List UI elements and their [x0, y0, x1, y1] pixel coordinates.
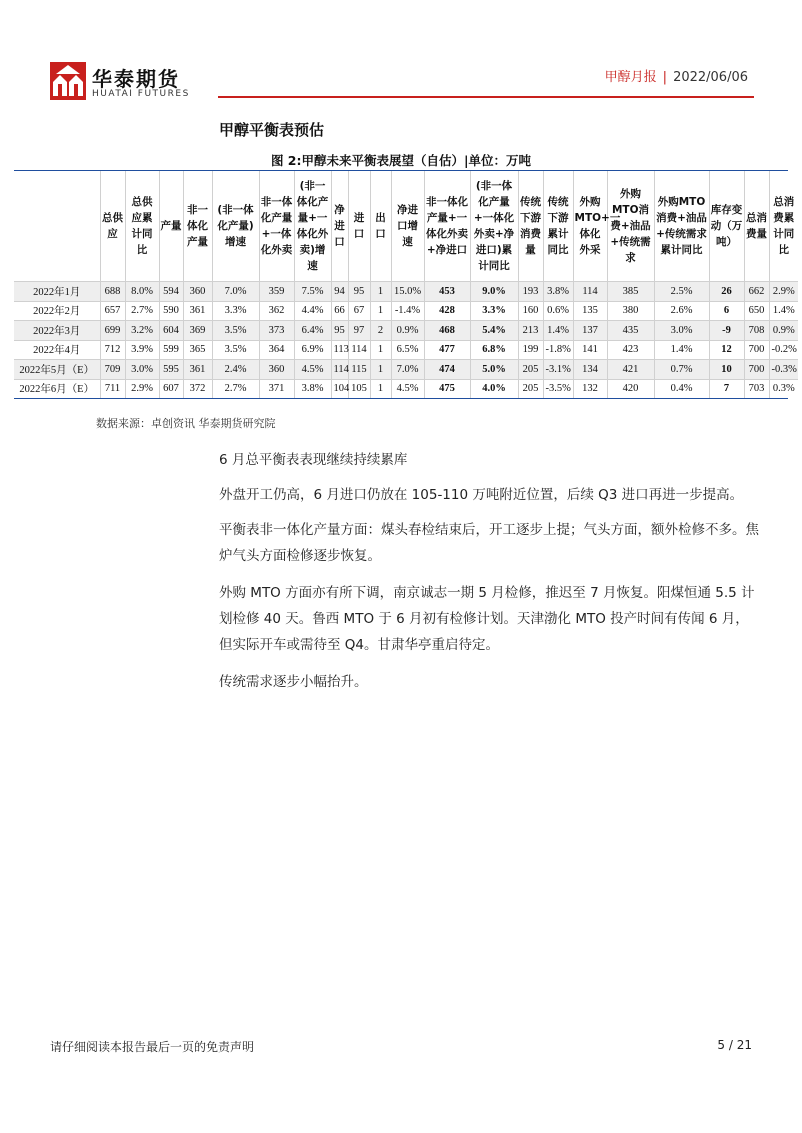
- column-header: 外购MTO+一体化外采: [573, 171, 607, 282]
- column-header: 非一体化产量+一体化外卖: [259, 171, 294, 282]
- table-cell: 0.6%: [543, 301, 573, 321]
- brand-name-en: HUATAI FUTURES: [92, 89, 190, 99]
- table-cell: 115: [348, 360, 370, 380]
- table-row: [14, 360, 798, 380]
- table-cell: 1: [370, 282, 391, 302]
- column-header: 出口: [370, 171, 391, 282]
- table-cell: 2: [370, 321, 391, 341]
- table-cell: 7.0%: [391, 360, 424, 380]
- table-cell: 0.9%: [769, 321, 798, 341]
- header-divider: [218, 96, 754, 98]
- paragraph-5: 传统需求逐步小幅抬升。: [219, 674, 368, 690]
- table-cell: 97: [348, 321, 370, 341]
- table-cell: 380: [607, 301, 654, 321]
- table-cell: 604: [159, 321, 183, 341]
- row-label: 2022年1月: [33, 286, 81, 298]
- table-cell: 2.7%: [212, 379, 259, 398]
- table-cell: 371: [259, 379, 294, 398]
- table-cell: 4.0%: [470, 379, 518, 398]
- table-cell: 6: [709, 301, 744, 321]
- table-cell: 3.8%: [294, 379, 331, 398]
- table-cell: 0.7%: [654, 360, 709, 380]
- table-cell: 700: [744, 340, 769, 360]
- table-cell: 205: [518, 360, 543, 380]
- column-header: (非一体化产量+一体化外卖+净进口)累计同比: [470, 171, 518, 282]
- column-header: 总供应累计同比: [125, 171, 159, 282]
- table-cell: 699: [100, 321, 125, 341]
- table-cell: 3.9%: [125, 340, 159, 360]
- table-cell: 2.7%: [125, 301, 159, 321]
- table-cell: 1: [370, 340, 391, 360]
- table-cell: 205: [518, 379, 543, 398]
- table-cell: 468: [424, 321, 470, 341]
- table-cell: 66: [331, 301, 348, 321]
- table-cell: 94: [331, 282, 348, 302]
- column-header: 非一体化产量: [183, 171, 212, 282]
- column-header: 产量: [159, 171, 183, 282]
- table-cell: 703: [744, 379, 769, 398]
- column-header: 传统下游累计同比: [543, 171, 573, 282]
- table-cell: 662: [744, 282, 769, 302]
- table-cell: 709: [100, 360, 125, 380]
- balance-table-container: [14, 170, 797, 399]
- table-cell: 421: [607, 360, 654, 380]
- column-header: 库存变动（万吨）: [709, 171, 744, 282]
- table-cell: 137: [573, 321, 607, 341]
- header-separator: |: [662, 70, 668, 85]
- table-cell: 7: [709, 379, 744, 398]
- table-cell: 1: [370, 301, 391, 321]
- table-cell: 15.0%: [391, 282, 424, 302]
- table-cell: 4.5%: [391, 379, 424, 398]
- table-row: [14, 282, 798, 302]
- table-cell: 0.3%: [769, 379, 798, 398]
- table-cell: 2.6%: [654, 301, 709, 321]
- balance-table: [14, 171, 798, 398]
- table-cell: 1: [370, 360, 391, 380]
- paragraph-3: 平衡表非一体化产量方面：煤头春检结束后，开工逐步上提；气头方面，额外检修不多。焦炉气头方面检修逐步恢复。: [219, 522, 759, 564]
- row-label: 2022年3月: [33, 325, 81, 337]
- table-cell: 6.5%: [391, 340, 424, 360]
- table-cell: 6.4%: [294, 321, 331, 341]
- table-cell: 650: [744, 301, 769, 321]
- table-cell: 199: [518, 340, 543, 360]
- footer-disclaimer: 请仔细阅读本报告最后一页的免责声明: [50, 1040, 255, 1054]
- table-cell: 114: [348, 340, 370, 360]
- table-cell: 4.5%: [294, 360, 331, 380]
- table-cell: 3.0%: [125, 360, 159, 380]
- table-cell: 3.5%: [212, 340, 259, 360]
- table-cell: 708: [744, 321, 769, 341]
- table-cell: 364: [259, 340, 294, 360]
- table-cell: 599: [159, 340, 183, 360]
- table-cell: 360: [259, 360, 294, 380]
- table-cell: 0.9%: [391, 321, 424, 341]
- table-cell: 8.0%: [125, 282, 159, 302]
- table-cell: 423: [607, 340, 654, 360]
- table-cell: 9.0%: [470, 282, 518, 302]
- report-type: 甲醇月报: [604, 70, 657, 85]
- table-cell: 67: [348, 301, 370, 321]
- table-cell: 104: [331, 379, 348, 398]
- table-cell: 3.0%: [654, 321, 709, 341]
- table-cell: 12: [709, 340, 744, 360]
- column-header: 总消费累计同比: [769, 171, 798, 282]
- table-row: [14, 340, 798, 360]
- column-header: (非一体化产量)增速: [212, 171, 259, 282]
- table-cell: 372: [183, 379, 212, 398]
- table-cell: 361: [183, 360, 212, 380]
- column-header: 净进口: [331, 171, 348, 282]
- table-cell: -0.2%: [769, 340, 798, 360]
- table-cell: 141: [573, 340, 607, 360]
- table-cell: 477: [424, 340, 470, 360]
- figure-title: 图 2:甲醇未来平衡表展望（自估）|单位：万吨: [270, 153, 532, 168]
- table-cell: -1.4%: [391, 301, 424, 321]
- brand-name-cn: 华泰期货: [92, 67, 180, 91]
- table-cell: 95: [331, 321, 348, 341]
- table-cell: 4.4%: [294, 301, 331, 321]
- table-row: [14, 301, 798, 321]
- table-cell: 474: [424, 360, 470, 380]
- table-cell: 362: [259, 301, 294, 321]
- data-source: 数据来源：卓创资讯 华泰期货研究院: [96, 417, 276, 430]
- column-header: 进口: [348, 171, 370, 282]
- report-date: 2022/06/06: [673, 70, 748, 85]
- table-cell: 213: [518, 321, 543, 341]
- column-header: 总消费量: [744, 171, 769, 282]
- section-title: 甲醇平衡表预估: [219, 121, 325, 139]
- column-header: (非一体化产量+一体化外卖)增速: [294, 171, 331, 282]
- table-cell: 3.3%: [212, 301, 259, 321]
- table-cell: 3.3%: [470, 301, 518, 321]
- table-row: [14, 379, 798, 398]
- table-cell: 453: [424, 282, 470, 302]
- table-cell: 360: [183, 282, 212, 302]
- table-cell: 385: [607, 282, 654, 302]
- row-label: 2022年5月（E）: [19, 364, 95, 376]
- table-cell: 711: [100, 379, 125, 398]
- table-cell: 6.9%: [294, 340, 331, 360]
- table-cell: 359: [259, 282, 294, 302]
- table-cell: 26: [709, 282, 744, 302]
- table-cell: 369: [183, 321, 212, 341]
- table-cell: 7.5%: [294, 282, 331, 302]
- table-cell: 3.5%: [212, 321, 259, 341]
- row-label: 2022年4月: [33, 345, 81, 357]
- table-header-row: [14, 171, 798, 282]
- table-cell: 365: [183, 340, 212, 360]
- table-cell: -9: [709, 321, 744, 341]
- column-header: 外购MTO消费+油品+传统需求: [607, 171, 654, 282]
- table-cell: -3.5%: [543, 379, 573, 398]
- paragraph-4: 外购 MTO 方面亦有所下调，南京诚志一期 5 月检修，推迟至 7 月恢复。阳煤恒通 5.5 计划检修 40 天。鲁西 MTO 于 6 月初有检修计划。天津渤化 MTO 投产时间有传闻 6 月，但实际开车或需待至 Q4。甘肃华亭重启待定。: [219, 585, 755, 653]
- huatai-logo-icon: [50, 62, 86, 100]
- table-cell: 105: [348, 379, 370, 398]
- table-cell: 6.8%: [470, 340, 518, 360]
- table-cell: 594: [159, 282, 183, 302]
- table-cell: 10: [709, 360, 744, 380]
- table-cell: 2.4%: [212, 360, 259, 380]
- table-cell: 132: [573, 379, 607, 398]
- table-cell: 5.0%: [470, 360, 518, 380]
- report-header-right: [605, 66, 748, 85]
- page-number: 5 / 21: [717, 1038, 752, 1052]
- row-label: 2022年6月（E）: [19, 384, 95, 396]
- table-cell: 435: [607, 321, 654, 341]
- table-cell: 607: [159, 379, 183, 398]
- table-cell: 700: [744, 360, 769, 380]
- table-row: [14, 321, 798, 341]
- table-cell: 420: [607, 379, 654, 398]
- table-cell: 590: [159, 301, 183, 321]
- table-cell: 373: [259, 321, 294, 341]
- table-cell: 595: [159, 360, 183, 380]
- table-cell: 160: [518, 301, 543, 321]
- column-header: [14, 171, 100, 282]
- table-cell: 361: [183, 301, 212, 321]
- table-cell: 428: [424, 301, 470, 321]
- table-cell: 2.5%: [654, 282, 709, 302]
- table-cell: 475: [424, 379, 470, 398]
- table-cell: 1.4%: [654, 340, 709, 360]
- table-cell: -3.1%: [543, 360, 573, 380]
- table-cell: 193: [518, 282, 543, 302]
- column-header: 外购MTO消费+油品+传统需求累计同比: [654, 171, 709, 282]
- table-cell: 113: [331, 340, 348, 360]
- column-header: 非一体化产量+一体化外卖+净进口: [424, 171, 470, 282]
- table-cell: 688: [100, 282, 125, 302]
- table-cell: 3.2%: [125, 321, 159, 341]
- table-cell: 657: [100, 301, 125, 321]
- table-cell: 95: [348, 282, 370, 302]
- table-cell: 0.4%: [654, 379, 709, 398]
- table-cell: 114: [573, 282, 607, 302]
- table-cell: 7.0%: [212, 282, 259, 302]
- paragraph-1: 6 月总平衡表表现继续持续累库: [219, 452, 408, 468]
- table-cell: -1.8%: [543, 340, 573, 360]
- table-cell: 1.4%: [769, 301, 798, 321]
- table-cell: 2.9%: [125, 379, 159, 398]
- column-header: 净进口增速: [391, 171, 424, 282]
- table-cell: 114: [331, 360, 348, 380]
- column-header: 传统下游消费量: [518, 171, 543, 282]
- table-cell: 5.4%: [470, 321, 518, 341]
- column-header: 总供应: [100, 171, 125, 282]
- table-cell: 2.9%: [769, 282, 798, 302]
- table-cell: 712: [100, 340, 125, 360]
- table-cell: 1.4%: [543, 321, 573, 341]
- table-cell: -0.3%: [769, 360, 798, 380]
- table-cell: 134: [573, 360, 607, 380]
- table-cell: 1: [370, 379, 391, 398]
- row-label: 2022年2月: [33, 306, 81, 318]
- table-cell: 3.8%: [543, 282, 573, 302]
- paragraph-2: 外盘开工仍高，6 月进口仍放在 105-110 万吨附近位置，后续 Q3 进口再进一步提高。: [219, 487, 744, 503]
- table-cell: 135: [573, 301, 607, 321]
